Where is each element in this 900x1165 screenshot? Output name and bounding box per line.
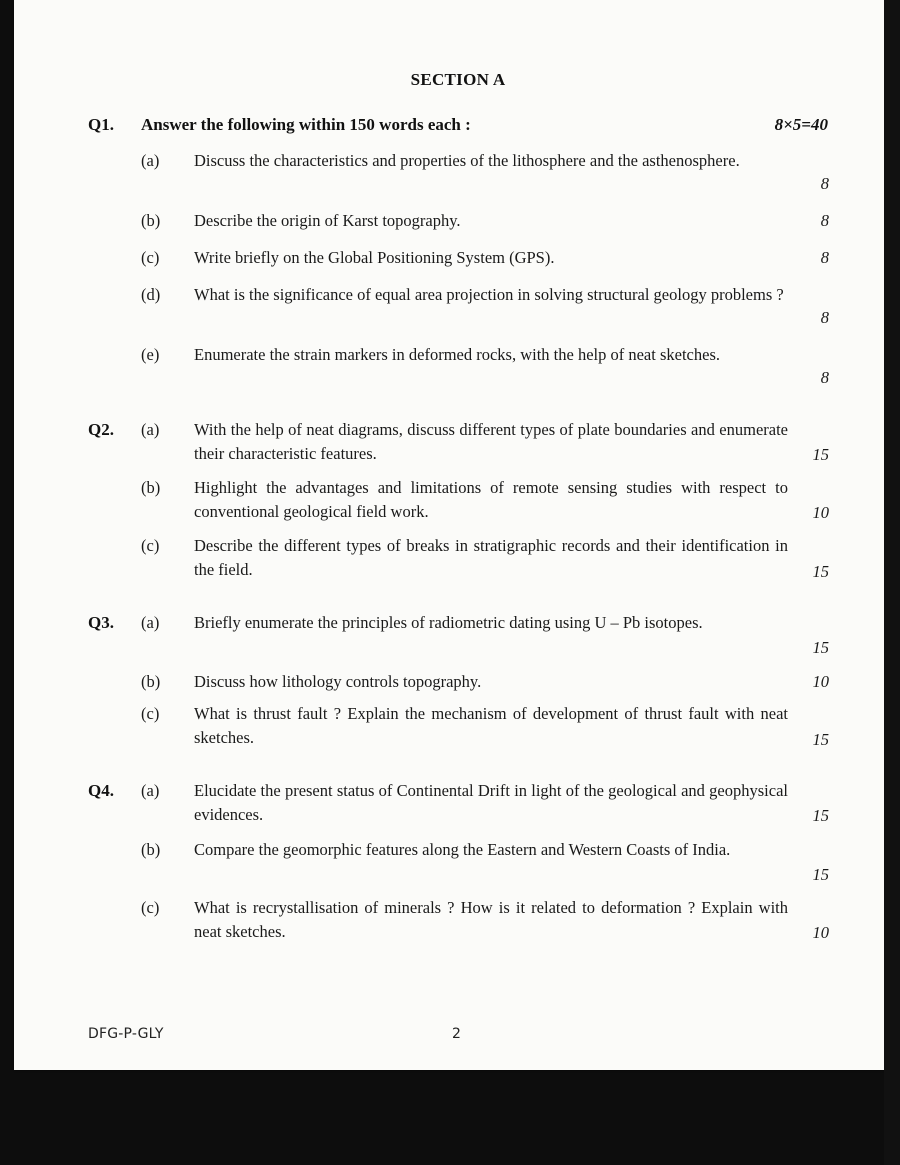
part-text: Describe the origin of Karst topography. (194, 211, 461, 230)
part-label: (a) (141, 613, 160, 632)
part-label: (b) (141, 478, 161, 497)
part-text: Elucidate the present status of Continental Drift in light of the geological and geophysical evidences. (194, 781, 788, 824)
part-marks: 8 (820, 308, 829, 327)
part-text: Write briefly on the Global Positioning System (GPS). (194, 248, 555, 267)
part-label: (e) (141, 345, 160, 364)
part-marks: 15 (812, 445, 829, 464)
page-number: 2 (452, 1026, 461, 1042)
part-marks: 8 (820, 211, 829, 230)
part-label: (c) (141, 704, 160, 723)
part-marks: 8 (820, 248, 829, 267)
part-text: What is the significance of equal area projection in solving structural geology problems ? (194, 285, 784, 304)
part-text: Discuss how lithology controls topography. (194, 672, 482, 691)
scan-border (884, 0, 900, 1165)
part-text: Briefly enumerate the principles of radiometric dating using U – Pb isotopes. (194, 613, 703, 632)
question-total-marks-q1: 8×5=40 (774, 115, 828, 134)
part-marks: 15 (812, 562, 829, 581)
part-marks: 15 (812, 806, 829, 825)
question-number-q1: Q1. (88, 115, 114, 134)
part-label: (c) (141, 248, 160, 267)
part-text: With the help of neat diagrams, discuss different types of plate boundaries and enumerate their characteristic features. (194, 420, 788, 463)
part-text: Discuss the characteristics and properties of the lithosphere and the asthenosphere. (194, 151, 740, 170)
part-label: (c) (141, 536, 160, 555)
part-text: Compare the geomorphic features along the Eastern and Western Coasts of India. (194, 840, 731, 859)
part-marks: 15 (812, 730, 829, 749)
part-label: (a) (141, 151, 160, 170)
paper-code: DFG-P-GLY (88, 1026, 164, 1042)
part-marks: 10 (812, 923, 829, 942)
question-number-q2: Q2. (88, 420, 114, 439)
part-marks: 10 (812, 672, 829, 691)
part-marks: 8 (820, 174, 829, 193)
part-marks: 10 (812, 503, 829, 522)
part-label: (d) (141, 285, 161, 304)
part-label: (c) (141, 898, 160, 917)
question-number-q4: Q4. (88, 781, 114, 800)
part-text: What is thrust fault ? Explain the mechanism of development of thrust fault with neat sketches. (194, 704, 788, 747)
part-marks: 15 (812, 865, 829, 884)
question-instruction-q1: Answer the following within 150 words each : (141, 115, 471, 134)
part-marks: 15 (812, 638, 829, 657)
part-label: (b) (141, 840, 161, 859)
part-label: (a) (141, 781, 160, 800)
part-text: Highlight the advantages and limitations of remote sensing studies with respect to conventional geological field work. (194, 478, 788, 521)
section-title: SECTION A (410, 70, 506, 89)
part-text: Describe the different types of breaks in stratigraphic records and their identification in the field. (194, 536, 788, 579)
question-number-q3: Q3. (88, 613, 114, 632)
part-text: Enumerate the strain markers in deformed rocks, with the help of neat sketches. (194, 345, 720, 364)
part-marks: 8 (820, 368, 829, 387)
part-text: What is recrystallisation of minerals ? How is it related to deformation ? Explain with neat sketches. (194, 898, 788, 941)
part-label: (b) (141, 672, 161, 691)
part-label: (a) (141, 420, 160, 439)
part-label: (b) (141, 211, 161, 230)
